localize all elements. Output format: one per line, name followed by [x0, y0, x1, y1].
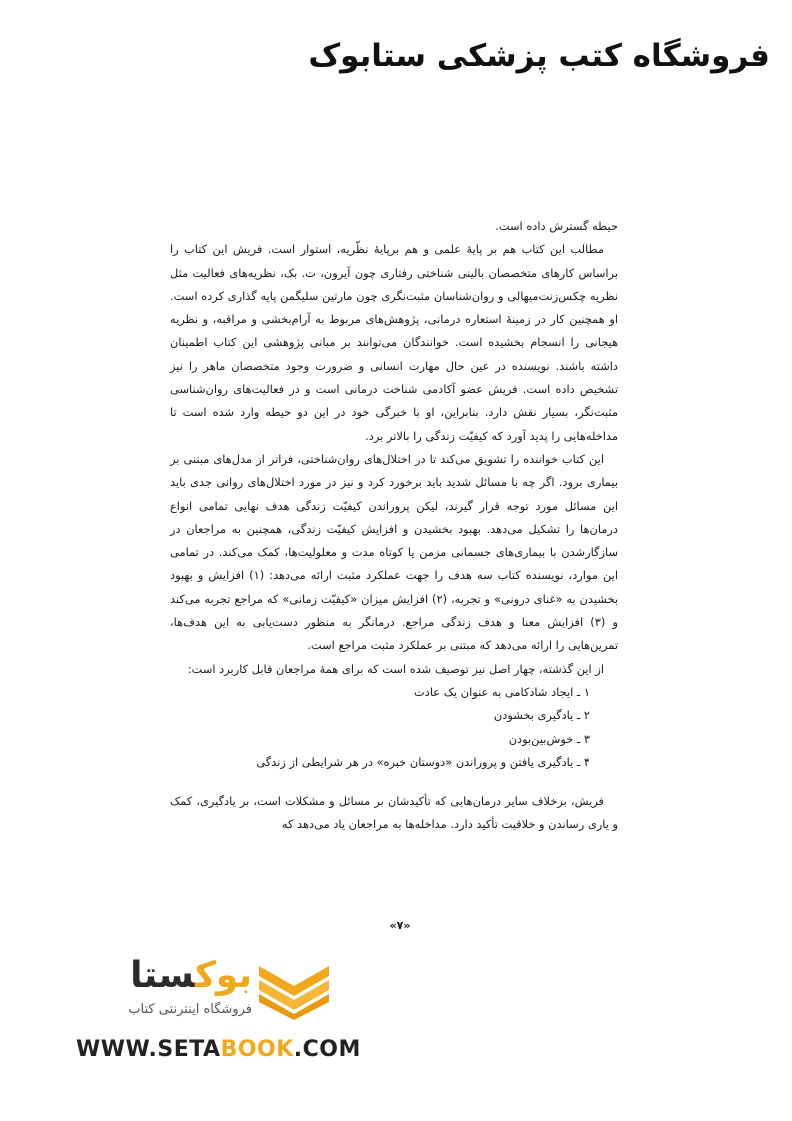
- logo-tagline: فروشگاه اینترنتی کتاب: [128, 1002, 252, 1017]
- setabook-logo-icon: [255, 956, 333, 1020]
- body-text: [170, 215, 618, 837]
- website-part-1: WWW.SETA: [76, 1037, 221, 1062]
- website-part-3: .COM: [293, 1037, 361, 1062]
- website-url[interactable]: [76, 1037, 361, 1062]
- logo-wordmark: [62, 955, 252, 997]
- paragraph-1: مطالب این کتاب هم بر پایهٔ علمی و هم برپایهٔ نظّریه، استوار است. فریش این کتاب را براساس کارهای متخصصان بالینی شناختی رفتاری چون آیرون، ت. بک، نظریه‌های فعالیت مثل نظریه چکس‌زنت‌میهالی و روان‌شناسان مثبت‌نگری چون مارتین سلیگمن پایه گذاری کرده است. او همچنین کار در زمینهٔ استعاره درمانی، پژوهش‌های مربوط به آرام‌بخشی و مراقبه، و نظریه هیجانی را انسجام بخشیده است. خوانندگان می‌توانند بر مبانی پژوهشی این کتاب اطمینان داشته باشند. نویسنده در عین حال مهارت انسانی و ضرورت وجود متخصصان ماهر را نیز تشخیص داده است. فریش عضو آکادمی شناخت درمانی است و در فعالیت‌های روان‌شناسی مثبت‌نگر، بسیار نقش دارد. بنابراین، او با خبرگی خود در این دو حیطه وارد شده است تا مداخله‌هایی را پدید آورد که کیفیّت زندگی را بالاتر برد.: [170, 242, 618, 443]
- paragraph-3: از این گذشته، چهار اصل نیز توصیف شده است که برای همهٔ مراجعان قابل کاربرد است:: [187, 661, 604, 676]
- paragraph-4: فریش، برخلاف سایر درمان‌هایی که تأکیدشان بر مسائل و مشکلات است، بر یادگیری، کمک و یاری رساندن و خلاقیت تأکید دارد. مداخله‌ها به مراجعان یاد می‌دهد که: [170, 794, 618, 832]
- list-item: ۲ ـ یادگیری بخشودن: [493, 708, 590, 723]
- list-item: ۴ ـ یادگیری یافتن و پروراندن «دوستان خبره» در هر شرایطی از زندگی: [256, 754, 590, 769]
- logo-word-dark: ستا: [130, 955, 195, 996]
- list-item: ۱ ـ ایجاد شادکامی به عنوان یک عادت: [414, 684, 590, 699]
- list-item: ۳ ـ خوش‌بین‌بودن: [508, 731, 590, 746]
- paragraph-continuation: حیطه گسترش داده است.: [495, 219, 618, 233]
- principles-list: [170, 681, 618, 774]
- logo-word-accent: بوک: [194, 955, 252, 996]
- page-header-title: فروشگاه کتب پزشکی ستابوک: [308, 38, 770, 74]
- page-number: «۷»: [389, 919, 411, 932]
- paragraph-2: این کتاب خواننده را تشویق می‌کند تا در اختلال‌های روان‌شناختی، فراتر از مدل‌های مبتنی بر بیماری برود. اگر چه با مسائل شدید باید برخورد کرد و نیز در مورد اختلال‌های روانی جدی باید این مسائل مورد توجه قرار گیرند، لیکن پروراندن کیفیّت زندگی هدف نهایی تمامی انواع درمان‌ها را تشکیل می‌دهد. بهبود بخشیدن و افزایش کیفیّت زندگی، همچنین به مراجعان در سازگارشدن با بیماری‌های جسمانی مزمن یا کوتاه مدت و معلولیت‌ها، کمک می‌کند. در تمامی این موارد، نویسنده کتاب سه هدف را جهت عملکرد مثبت ارائه می‌دهد: (۱) افزایش و بهبود بخشیدن به «غنای درونی» و تجربه، (۲) افزایش میزان «کیفیّت زمانی» که مراجع تجربه می‌کند و (۳) افزایش معنا و هدف زندگی مراجع. درمانگر به منظور دست‌یابی به این هدف‌ها، تمرین‌هایی را ارائه می‌دهد که مبتنی بر عملکرد مثبت مراجع است.: [170, 451, 618, 653]
- website-part-2: BOOK: [220, 1037, 294, 1062]
- paragraph-gap: [170, 774, 618, 790]
